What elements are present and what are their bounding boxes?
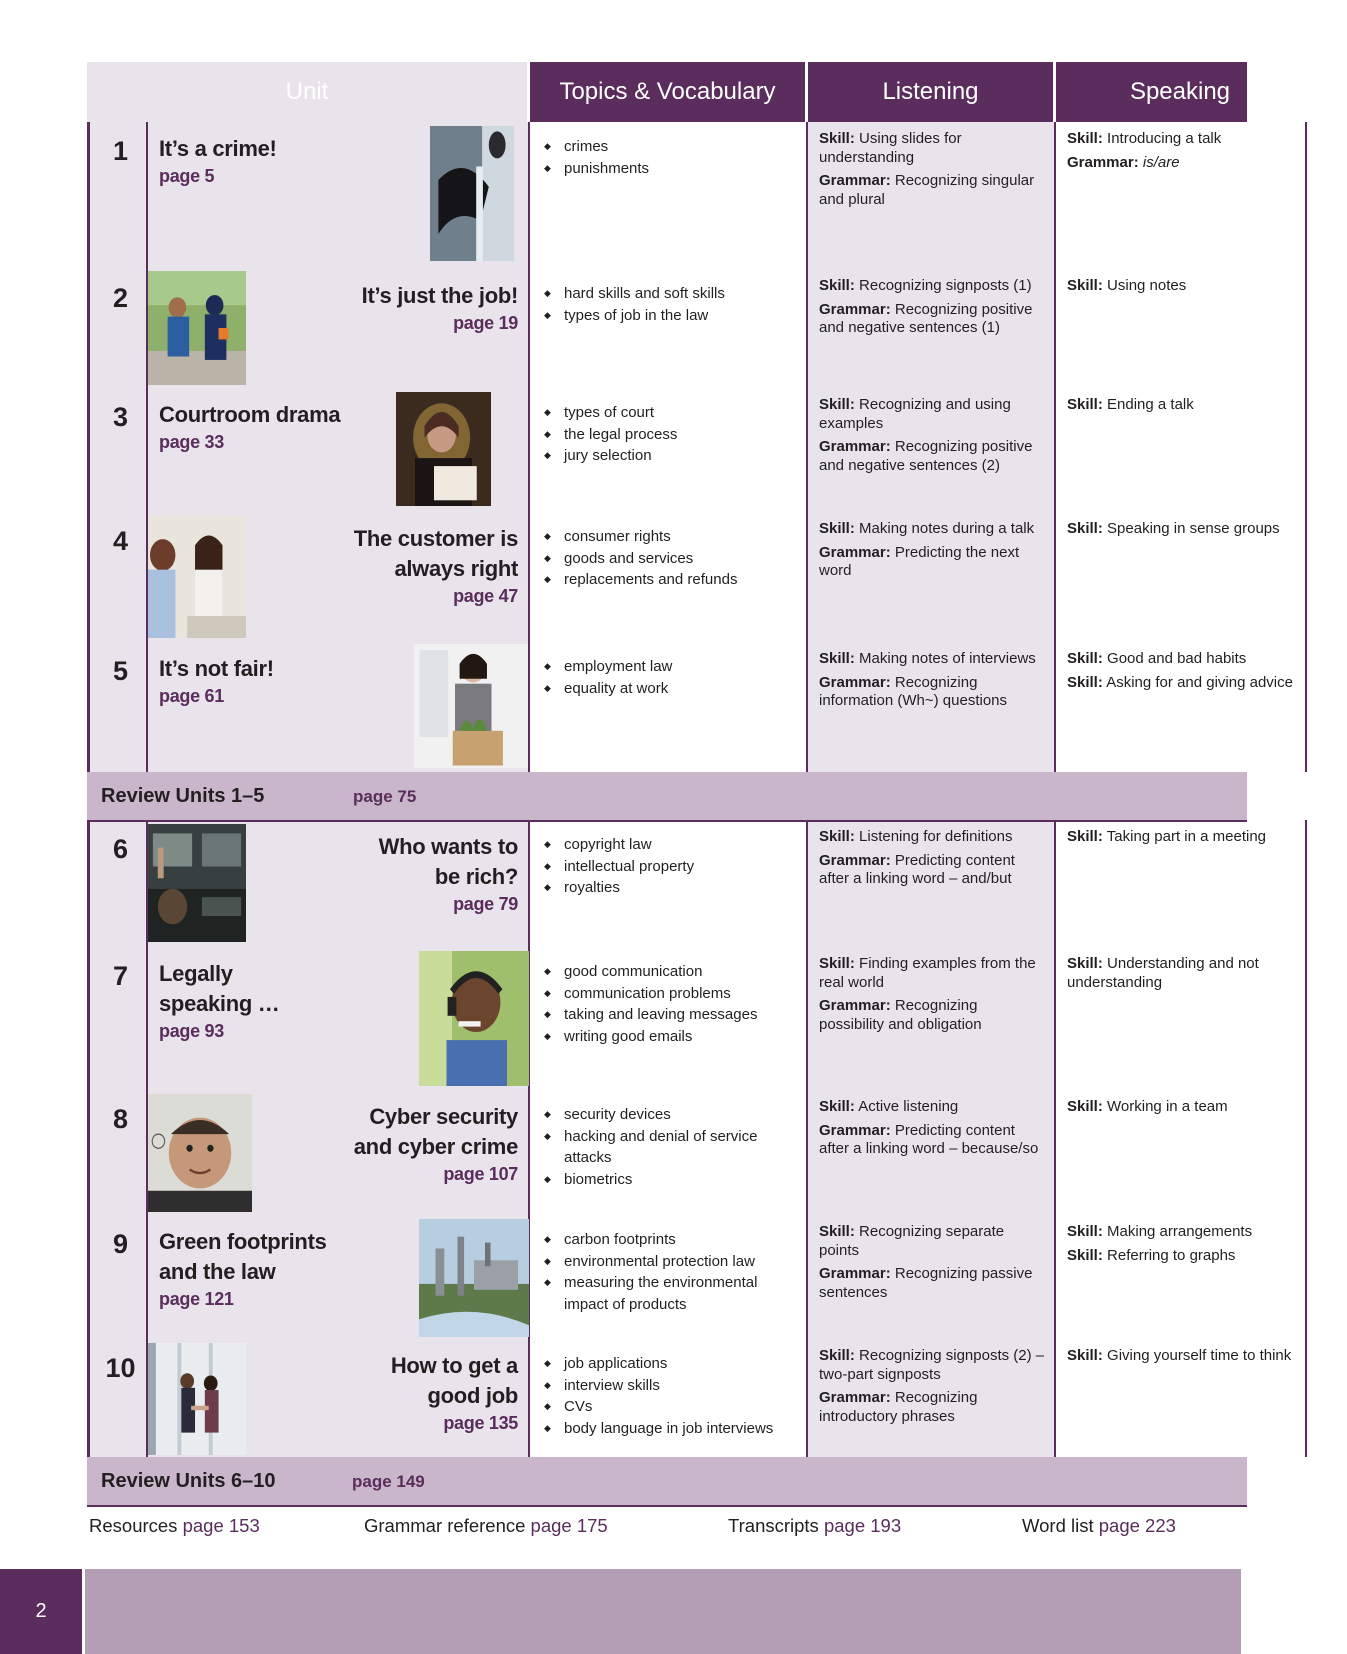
unit-page-link[interactable]: page 93 [159,1021,224,1041]
listening-entry [819,301,1046,338]
unit-number-cell [87,122,148,269]
topics-list [530,947,806,1047]
topics-list [530,388,806,467]
listening-entry-label: Grammar: [819,172,891,189]
topic-item: ◆ carbon footprints [564,1229,798,1251]
listening-entry [819,1347,1046,1384]
unit-title-line: It’s just the job! [361,283,518,308]
unit-number-cell [87,388,148,512]
listening-entry-text: Recognizing signposts (2) – two-part signposts [819,1347,1045,1383]
topics-cell [530,122,808,269]
unit-number: 3 [112,402,129,432]
listening-entry-label: Skill: [819,1098,855,1115]
speaking-entry-label: Skill: [1067,955,1103,972]
topics-cell [530,512,808,642]
review-title: Review Units 1–5 [101,785,265,807]
listening-cell [808,122,1056,269]
header-next-column [1307,62,1347,122]
speaking-cell [1056,388,1307,512]
unit-number-cell [87,642,148,772]
listening-cell [808,269,1056,388]
speaking-entry-label: Skill: [1067,396,1103,413]
next-column-cell [1307,947,1347,1090]
listening-entry [819,396,1046,433]
listening-entry-text: Making notes of interviews [859,650,1036,667]
listening-entry-text: Recognizing positive and negative sentences (1) [819,300,1033,336]
listening-entry [819,852,1046,889]
unit-page-link[interactable]: page 61 [159,686,224,706]
topic-item: ◆ royalties [564,877,798,899]
topic-item: ◆ interview skills [564,1375,798,1397]
listening-entry-text: Recognizing introductory phrases [819,1389,978,1425]
topic-item: ◆ types of job in the law [564,305,798,327]
unit-title-line: and cyber crime [353,1134,518,1159]
topic-item: ◆ hacking and denial of service attacks [564,1126,798,1169]
next-column-cell [1307,1090,1347,1215]
topics-list [530,122,806,179]
listening-entry-label: Grammar: [819,438,891,455]
industrial-plant-photo [419,1219,529,1337]
listening-entry-label: Grammar: [819,673,891,691]
unit-number: 7 [112,961,129,991]
speaking-entry-label: Skill: [1067,828,1103,845]
speaking-entry-label: Skill: [1067,650,1103,667]
listening-entry-label: Skill: [819,1347,855,1364]
topics-cell [530,1090,808,1215]
unit-number-cell [87,512,148,642]
topic-item: ◆ good communication [564,961,798,983]
speaking-entry-text: is/are [1142,153,1180,171]
listening-entry-text: Predicting content after a linking word – and/but [819,851,1015,887]
listening-entry-label: Grammar: [819,851,891,869]
listening-entry-text: Recognizing singular and plural [819,172,1035,208]
topic-item: ◆ CVs [564,1396,798,1418]
topic-item: ◆ replacements and refunds [564,569,798,591]
unit-number-cell [87,820,148,947]
footer-link-resources[interactable]: Resources page 153 [89,1515,260,1536]
topics-cell [530,820,808,947]
speaking-cell [1056,1090,1307,1215]
listening-cell [808,1339,1056,1457]
listening-cell [808,1090,1056,1215]
unit-title-cell[interactable] [148,1215,530,1339]
next-column-cell [1307,269,1347,388]
listening-entry [819,674,1046,711]
header-speaking: Speaking [1056,62,1307,122]
topics-cell [530,1215,808,1339]
unit-number-cell [87,269,148,388]
topics-list [530,269,806,326]
unit-title-line: It’s not fair! [159,656,274,681]
header-listening: Listening [808,62,1056,122]
listening-cell [808,820,1056,947]
listening-entry-text: Recognizing and using examples [819,396,1011,432]
unit-title-line: The customer is [353,526,518,551]
unit-row-6 [87,820,1267,949]
next-column-cell [1307,1215,1347,1339]
listening-entry-text: Recognizing information (Wh~) questions [819,673,1007,709]
speaking-cell [1056,820,1307,947]
unit-number: 5 [112,656,129,686]
listening-entry [819,1223,1046,1260]
listening-entry [819,955,1046,992]
listening-entry-label: Skill: [819,277,855,294]
customer-service-desk-photo [148,516,246,638]
topic-item: ◆ jury selection [564,445,798,467]
speaking-entry-label: Skill: [1067,1098,1103,1115]
listening-entry [819,130,1046,167]
burglar-in-gloves-photo [430,126,514,261]
unit-number-cell [87,1339,148,1457]
speaking-entry-text: Using notes [1107,277,1187,294]
listening-entry-label: Grammar: [819,1389,891,1406]
listening-entry-text: Finding examples from the real world [819,955,1036,991]
speaking-cell [1056,1215,1307,1339]
speaking-cell [1056,1339,1307,1457]
unit-number-cell [87,947,148,1090]
listening-cell [808,947,1056,1090]
listening-entry [819,438,1046,475]
listening-entry-text: Recognizing signposts (1) [859,277,1032,294]
unit-title-line: be rich? [434,864,518,889]
unit-title-line: Courtroom drama [159,402,341,427]
speaking-entry-text: Giving yourself time to think [1107,1347,1292,1364]
unit-title-line: good job [427,1383,518,1408]
listening-entry-text: Recognizing possibility and obligation [819,997,982,1033]
topic-item: ◆ writing good emails [564,1026,798,1048]
topics-cell [530,1339,808,1457]
speaking-entry [1067,396,1297,415]
unit-number-cell [87,1090,148,1215]
footer-link-transcripts[interactable]: Transcripts page 193 [728,1515,902,1536]
listening-entry-label: Skill: [819,955,855,972]
next-column-cell [1307,122,1347,269]
speaking-entry-text: Making arrangements [1107,1223,1253,1240]
topics-cell [530,388,808,512]
topic-item: ◆ job applications [564,1353,798,1375]
topics-list [530,1339,806,1439]
review-title: Review Units 6–10 [101,1470,276,1492]
topic-item: ◆ measuring the environmental impact of products [564,1272,798,1315]
listening-entry-text: Predicting content after a linking word – because/so [819,1121,1039,1157]
header-unit: Unit [87,62,530,122]
header-topics: Topics & Vocabulary [530,62,808,122]
listening-entry [819,172,1046,209]
speaking-entry [1067,650,1297,669]
listening-entry-text: Recognizing separate points [819,1223,1005,1259]
unit-page-link[interactable]: page 5 [159,166,215,186]
review-page-link[interactable]: page 149 [352,1472,425,1491]
unit-page-link[interactable]: page 33 [159,432,224,452]
topic-item: ◆ crimes [564,136,798,158]
topic-item: ◆ types of court [564,402,798,424]
call-centre-worker-photo [419,951,529,1086]
listening-entry-label: Skill: [819,1223,855,1240]
topic-item: ◆ consumer rights [564,526,798,548]
unit-title-cell[interactable] [148,820,530,947]
handshake-in-office-photo [148,1343,246,1455]
unit-number: 8 [112,1104,129,1134]
unit-title-line: always right [394,556,518,581]
speaking-cell [1056,512,1307,642]
listening-entry-label: Grammar: [819,543,891,561]
listening-entry-text: Recognizing positive and negative sentences (2) [819,438,1033,474]
unit-number-cell [87,1215,148,1339]
unit-title-cell[interactable] [148,947,530,1090]
topic-item: ◆ intellectual property [564,856,798,878]
unit-title-cell[interactable] [148,269,530,388]
topic-item: ◆ punishments [564,158,798,180]
unit-row-10 [87,1339,1292,1459]
topics-cell [530,269,808,388]
topics-cell [530,947,808,1090]
listening-entry-text: Making notes during a talk [859,520,1035,537]
listening-entry [819,1098,1046,1117]
judge-with-papers-photo [396,392,491,506]
speaking-cell [1056,269,1307,388]
unit-number: 2 [112,283,129,313]
speaking-entry [1067,674,1297,693]
listening-entry-text: Predicting the next word [819,543,1020,579]
speaking-entry-text: Understanding and not understanding [1067,955,1259,991]
listening-entry-text: Recognizing passive sentences [819,1265,1033,1301]
unit-row-5 [87,642,1293,774]
unit-page-link[interactable]: page 121 [159,1289,234,1309]
listening-entry-label: Skill: [819,130,855,147]
topics-list [530,1090,806,1190]
topic-item: ◆ body language in job interviews [564,1418,798,1440]
bottom-bar [85,1569,1241,1654]
listening-cell [808,512,1056,642]
speaking-entry-text: Introducing a talk [1107,130,1222,147]
footer-link-word-list[interactable]: Word list page 223 [1022,1515,1176,1536]
speaking-entry [1067,828,1297,847]
listening-entry [819,1389,1046,1426]
table-header [87,62,1247,122]
listening-entry-label: Skill: [819,520,855,537]
unit-row-7 [87,947,1259,1092]
topic-item: ◆ taking and leaving messages [564,1004,798,1026]
listening-entry [819,520,1046,539]
topic-item: ◆ copyright law [564,834,798,856]
review-row[interactable] [87,772,1247,822]
topics-list [530,1215,806,1315]
topic-item: ◆ environmental protection law [564,1251,798,1273]
topic-item: ◆ the legal process [564,424,798,446]
speaking-entry-label: Skill: [1067,520,1103,537]
topic-item: ◆ communication problems [564,983,798,1005]
speaking-entry-label: Skill: [1067,1246,1103,1264]
speaking-entry [1067,130,1297,149]
listening-entry-label: Grammar: [819,300,891,318]
unit-title-line: How to get a [390,1353,518,1378]
recording-studio-photo [148,824,246,942]
speaking-entry-label: Skill: [1067,1223,1103,1240]
unit-page-link[interactable]: page 107 [443,1164,518,1184]
unit-number: 10 [105,1353,136,1383]
unit-page-link[interactable]: page 47 [453,586,518,606]
speaking-entry [1067,277,1297,296]
unit-row-8 [87,1090,1247,1217]
topic-item: ◆ goods and services [564,548,798,570]
police-officer-on-street-photo [148,271,246,385]
speaking-entry-text: Ending a talk [1107,396,1194,413]
unit-title-line: Who wants to [378,834,518,859]
speaking-entry [1067,955,1297,992]
listening-entry [819,1265,1046,1302]
topic-item: ◆ security devices [564,1104,798,1126]
listening-cell [808,1215,1056,1339]
speaking-entry-text: Referring to graphs [1107,1246,1236,1264]
listening-entry-text: Listening for definitions [859,828,1013,845]
unit-number: 1 [112,136,129,166]
topic-item: ◆ biometrics [564,1169,798,1191]
unit-row-3 [87,388,1247,514]
review-row[interactable] [87,1457,1247,1507]
unit-title-cell[interactable] [148,1339,530,1457]
listening-entry-label: Skill: [819,396,855,413]
listening-entry [819,1122,1046,1159]
review-page-link[interactable]: page 75 [353,787,417,806]
speaking-entry-label: Grammar: [1067,153,1139,171]
next-column-cell [1307,388,1347,512]
speaking-entry-text: Speaking in sense groups [1107,520,1280,537]
unit-title-cell[interactable] [148,512,530,642]
speaking-cell [1056,122,1307,269]
listening-entry-text: Active listening [858,1098,959,1115]
unit-title-line: speaking … [159,991,280,1016]
listening-entry [819,544,1046,581]
topic-item: ◆ equality at work [564,678,798,700]
listening-entry [819,997,1046,1034]
topics-list [530,642,806,699]
listening-entry-label: Grammar: [819,1121,891,1139]
speaking-entry [1067,1247,1297,1266]
unit-title-line: Cyber security [369,1104,518,1129]
listening-entry-label: Grammar: [819,997,891,1014]
speaking-entry-text: Good and bad habits [1107,650,1247,667]
speaking-entry [1067,520,1297,539]
speaking-entry [1067,1098,1297,1117]
speaking-entry-label: Skill: [1067,1347,1103,1364]
topics-list [530,512,806,591]
face-recognition-photo [148,1094,252,1212]
speaking-cell [1056,642,1307,772]
unit-title-cell[interactable] [148,122,530,269]
unit-number: 4 [112,526,129,556]
unit-title-cell[interactable] [148,642,530,772]
listening-entry-label: Skill: [819,650,855,667]
topic-item: ◆ hard skills and soft skills [564,283,798,305]
unit-row-4 [87,512,1280,644]
speaking-entry [1067,154,1297,173]
topics-cell [530,642,808,772]
speaking-cell [1056,947,1307,1090]
unit-title-cell[interactable] [148,388,530,512]
unit-title-line: Legally [159,961,233,986]
topics-list [530,820,806,899]
unit-title-cell[interactable] [148,1090,530,1215]
unit-title-line: It’s a crime! [159,136,277,161]
listening-entry-text: Using slides for understanding [819,130,962,166]
listening-entry [819,650,1046,669]
page-number: 2 [0,1569,82,1654]
next-column-cell [1307,512,1347,642]
topic-item: ◆ employment law [564,656,798,678]
listening-entry [819,277,1046,296]
unit-page-link[interactable]: page 135 [443,1413,518,1433]
speaking-entry-text: Working in a team [1107,1098,1228,1115]
unit-number: 9 [112,1229,129,1259]
speaking-entry-text: Asking for and giving advice [1106,673,1293,691]
speaking-entry-label: Skill: [1067,277,1103,294]
next-column-cell [1307,820,1347,947]
listening-cell [808,642,1056,772]
next-column-cell [1307,1339,1347,1457]
speaking-entry [1067,1347,1297,1366]
unit-number: 6 [112,834,129,864]
next-column-cell [1307,642,1347,772]
unit-row-1 [87,122,1247,271]
speaking-entry-label: Skill: [1067,130,1103,147]
listening-cell [808,388,1056,512]
speaking-entry-text: Taking part in a meeting [1106,828,1267,845]
woman-holding-box-photo [414,644,528,768]
unit-page-link[interactable]: page 79 [453,894,518,914]
listening-entry [819,828,1046,847]
speaking-entry [1067,1223,1297,1242]
unit-title-line: and the law [159,1259,276,1284]
unit-row-2 [87,269,1247,390]
speaking-entry-label: Skill: [1067,673,1103,691]
unit-page-link[interactable]: page 19 [453,313,518,333]
listening-entry-label: Skill: [819,828,855,845]
unit-title-line: Green footprints [159,1229,327,1254]
unit-row-9 [87,1215,1253,1341]
footer-link-grammar-reference[interactable]: Grammar reference page 175 [364,1515,608,1536]
listening-entry-label: Grammar: [819,1265,891,1282]
